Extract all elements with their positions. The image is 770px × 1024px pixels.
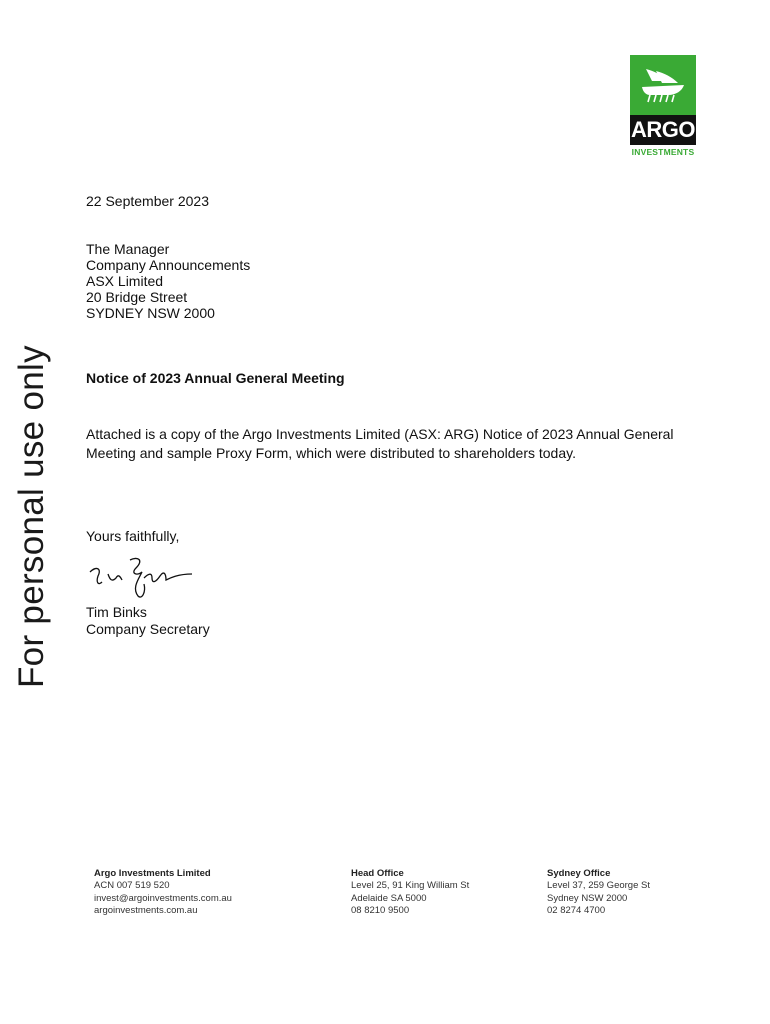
footer-heading: Argo Investments Limited <box>94 868 211 879</box>
watermark-text: For personal use only <box>12 345 51 688</box>
footer-line: Level 25, 91 King William St <box>351 880 470 892</box>
argo-logo <box>630 55 696 159</box>
letter-closing: Yours faithfully, <box>86 528 180 544</box>
footer-line: Level 37, 259 George St <box>547 880 650 892</box>
footer-heading: Sydney Office <box>547 868 611 879</box>
signature-image <box>86 552 196 602</box>
footer-line: 02 8274 4700 <box>547 904 606 916</box>
address-line: 20 Bridge Street <box>86 289 188 305</box>
letter-body: Attached is a copy of the Argo Investments Limited (ASX: ARG) Notice of 2023 Annual General Meeting and sample Proxy Form, which were distributed to shareholders today. <box>86 426 674 461</box>
footer-website-link[interactable]: argoinvestments.com.au <box>94 904 198 916</box>
footer-sydney-office <box>547 868 650 917</box>
footer-line: ACN 007 519 520 <box>94 880 170 892</box>
address-line: Company Announcements <box>86 257 251 273</box>
footer-line: Adelaide SA 5000 <box>351 892 427 904</box>
letter-subject: Notice of 2023 Annual General Meeting <box>86 370 345 386</box>
address-line: SYDNEY NSW 2000 <box>86 305 215 321</box>
footer-line: 08 8210 9500 <box>351 904 410 916</box>
signer-block <box>86 604 210 638</box>
address-line: The Manager <box>86 241 170 257</box>
logo-subtitle: INVESTMENTS <box>631 147 695 157</box>
logo-wordmark: ARGO <box>630 115 696 145</box>
footer-head-office <box>351 868 469 917</box>
signer-title: Company Secretary <box>86 621 210 637</box>
footer-heading: Head Office <box>351 868 404 879</box>
footer-line: Sydney NSW 2000 <box>547 892 628 904</box>
footer-company <box>94 868 232 917</box>
letter-date: 22 September 2023 <box>86 193 209 209</box>
address-line: ASX Limited <box>86 273 164 289</box>
recipient-address <box>86 241 250 321</box>
ship-icon <box>630 55 696 115</box>
signer-name: Tim Binks <box>86 604 147 620</box>
footer-email-link[interactable]: invest@argoinvestments.com.au <box>94 892 232 904</box>
